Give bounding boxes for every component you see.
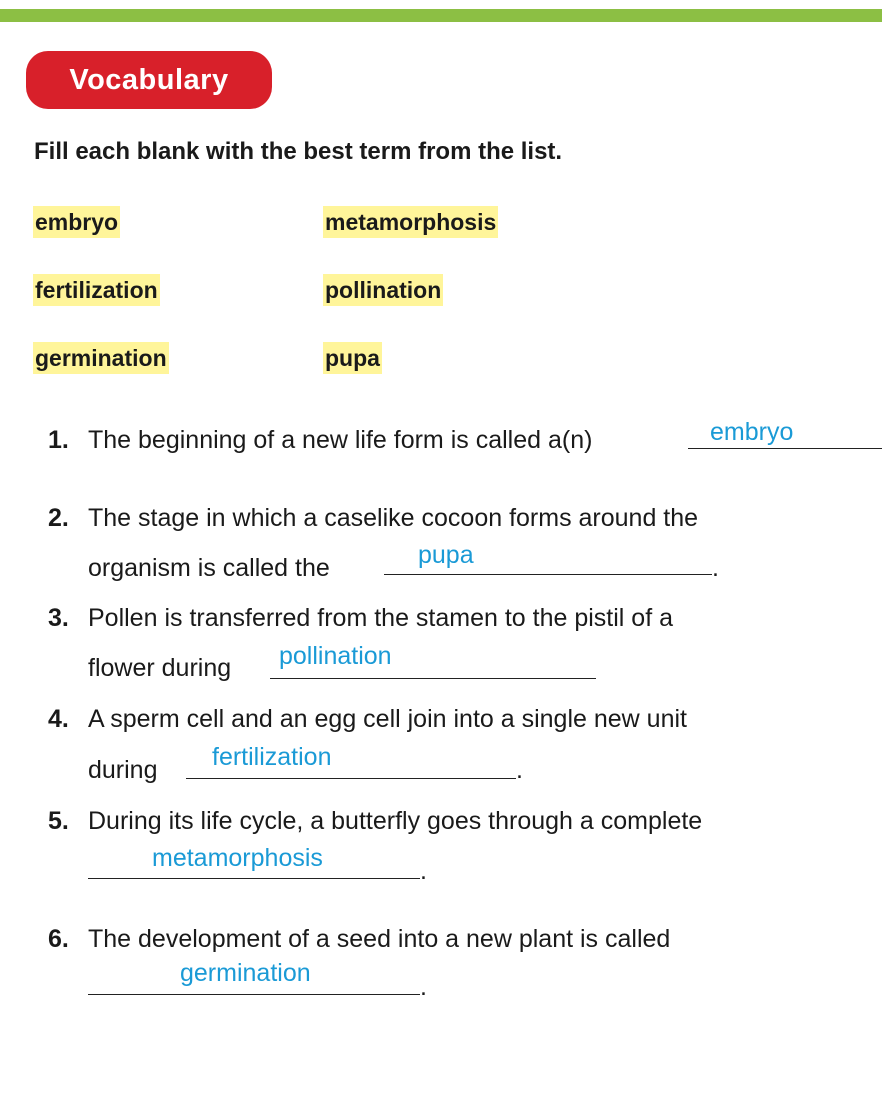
section-title-badge <box>26 51 272 109</box>
sentence-period: . <box>420 973 427 1001</box>
sentence-period: . <box>516 756 523 784</box>
answer-blank[interactable] <box>270 678 596 679</box>
question-number: 6. <box>48 925 69 953</box>
question-number: 4. <box>48 705 69 733</box>
answer-blank[interactable] <box>88 878 420 879</box>
question-number: 2. <box>48 504 69 532</box>
sentence-period: . <box>712 554 719 582</box>
term-embryo: embryo <box>33 206 120 238</box>
answer-text: fertilization <box>212 743 332 771</box>
question-text-continued: flower during <box>88 654 232 682</box>
question-text: The stage in which a caselike cocoon forms around the <box>88 504 699 532</box>
answer-blank[interactable] <box>88 994 420 995</box>
term-metamorphosis: metamorphosis <box>323 206 498 238</box>
term-pupa: pupa <box>323 342 382 374</box>
question-text: During its life cycle, a butterfly goes through a complete <box>88 807 703 835</box>
answer-text: pollination <box>279 642 392 670</box>
section-title: Vocabulary <box>69 63 229 96</box>
term-pollination: pollination <box>323 274 443 306</box>
question-number: 5. <box>48 807 69 835</box>
question-text: Pollen is transferred from the stamen to the pistil of a <box>88 604 673 632</box>
term-germination: germination <box>33 342 169 374</box>
question-text-continued: during <box>88 756 158 784</box>
question-text: The development of a seed into a new plant is called <box>88 925 671 953</box>
question-text: A sperm cell and an egg cell join into a single new unit <box>88 705 687 733</box>
instruction-text: Fill each blank with the best term from the list. <box>34 138 563 165</box>
answer-text: metamorphosis <box>152 844 323 872</box>
answer-text: germination <box>180 959 311 987</box>
question-number: 1. <box>48 426 69 454</box>
term-fertilization: fertilization <box>33 274 160 306</box>
question-text-continued: organism is called the <box>88 554 330 582</box>
question-number: 3. <box>48 604 69 632</box>
answer-text: pupa <box>418 541 474 569</box>
answer-blank[interactable] <box>186 778 516 779</box>
top-accent-bar <box>0 9 882 22</box>
answer-blank[interactable] <box>688 448 882 449</box>
sentence-period: . <box>420 857 427 885</box>
answer-text: embryo <box>710 418 794 446</box>
question-text: The beginning of a new life form is called a(n) <box>88 426 593 454</box>
answer-blank[interactable] <box>384 574 712 575</box>
